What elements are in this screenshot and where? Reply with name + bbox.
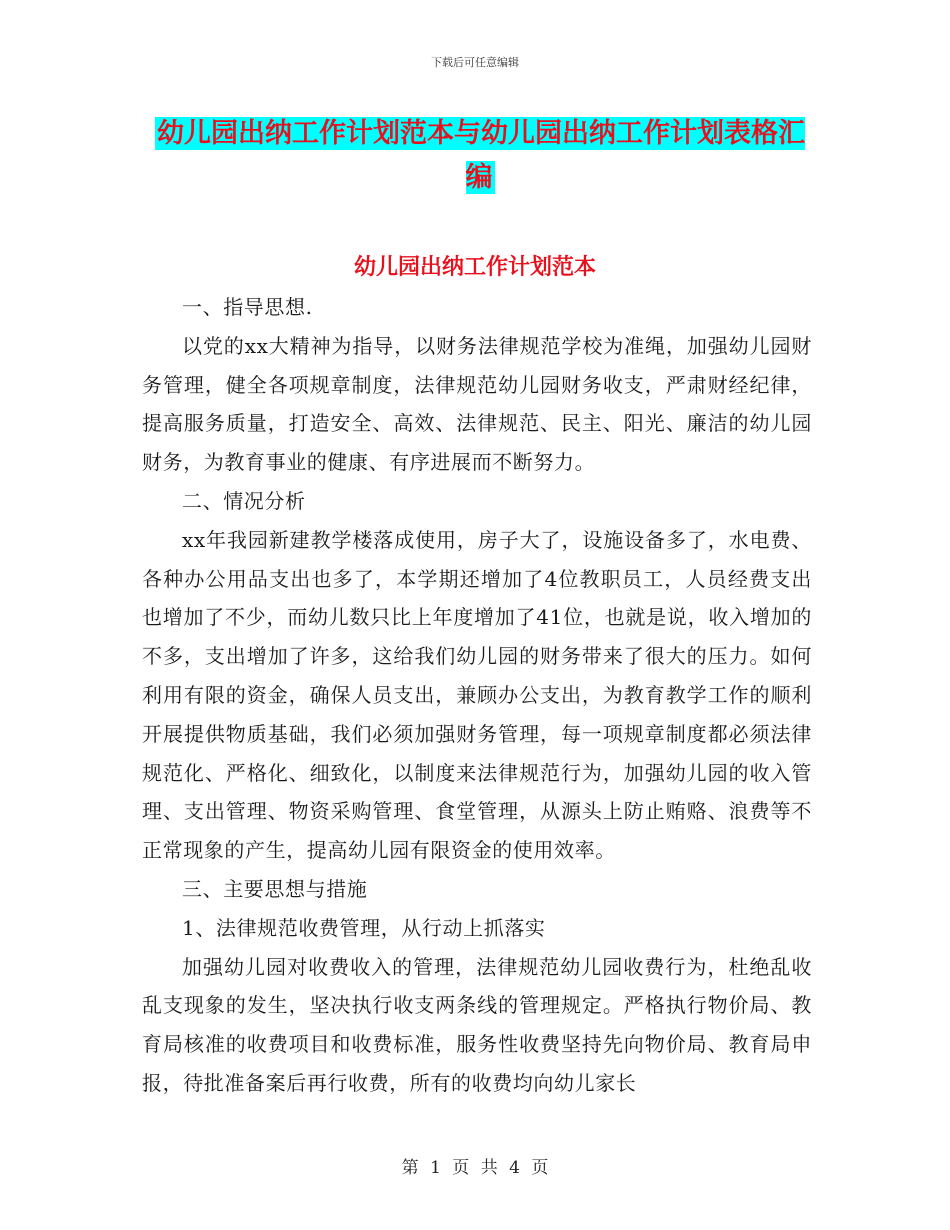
heading-guiding-ideology: 一、指导思想. [182, 295, 313, 319]
document-body [142, 288, 812, 1103]
section-title: 幼儿园出纳工作计划范本 [353, 255, 596, 280]
subheading-fee-management: 1、法律规范收费管理，从行动上抓落实 [182, 915, 546, 940]
paragraph-situation-analysis: xx年我园新建教学楼落成使用，房子大了，设施设备多了，水电费、各种办公用品支出也多了，本学期还增加了4位教职员工，人员经费支出也增加了不少，而幼儿数只比上年度增加了41位，也就是说，收入增加的不多，支出增加了许多，这给我们幼儿园的财务带来了很大的压力。如何利用有限的资金，确保人员支出，兼顾办公支出，为教育教学工作的顺利开展提供物质基础，我们必须加强财务管理，每一项规章制度都必须法律规范化、严格化、细致化，以制度来法律规范行为，加强幼儿园的收入管理、支出管理、物资采购管理、食堂管理，从源头上防止贿赂、浪费等不正常现象的产生，提高幼儿园有限资金的使用效率。 [142, 527, 812, 863]
document-title-text: 幼儿园出纳工作计划范本与幼儿园出纳工作计划表格汇编 [157, 118, 805, 193]
page-header-note: 下载后可任意编辑 [431, 56, 519, 69]
heading-main-measures: 三、主要思想与措施 [182, 876, 368, 901]
paragraph-guiding-ideology: 以党的xx大精神为指导，以财务法律规范学校为准绳，加强幼儿园财务管理，健全各项规章制度，法律规范幼儿园财务收支，严肃财经纪律，提高服务质量，打造安全、高效、法律规范、民主、阳光、廉洁的幼儿园财务，为教育事业的健康、有序进展而不断努力。 [142, 333, 812, 475]
paragraph-fee-management: 加强幼儿园对收费收入的管理，法律规范幼儿园收费行为，杜绝乱收乱支现象的发生，坚决执行收支两条线的管理规定。严格执行物价局、教育局核准的收费项目和收费标准，服务性收费坚持先向物价局、教育局申报，待批准备案后再行收费，所有的收费均向幼儿家长 [142, 954, 812, 1095]
page-footer: 第 1 页 共 4 页 [401, 1158, 549, 1178]
heading-situation-analysis: 二、情况分析 [182, 488, 306, 513]
document-title [150, 112, 810, 200]
